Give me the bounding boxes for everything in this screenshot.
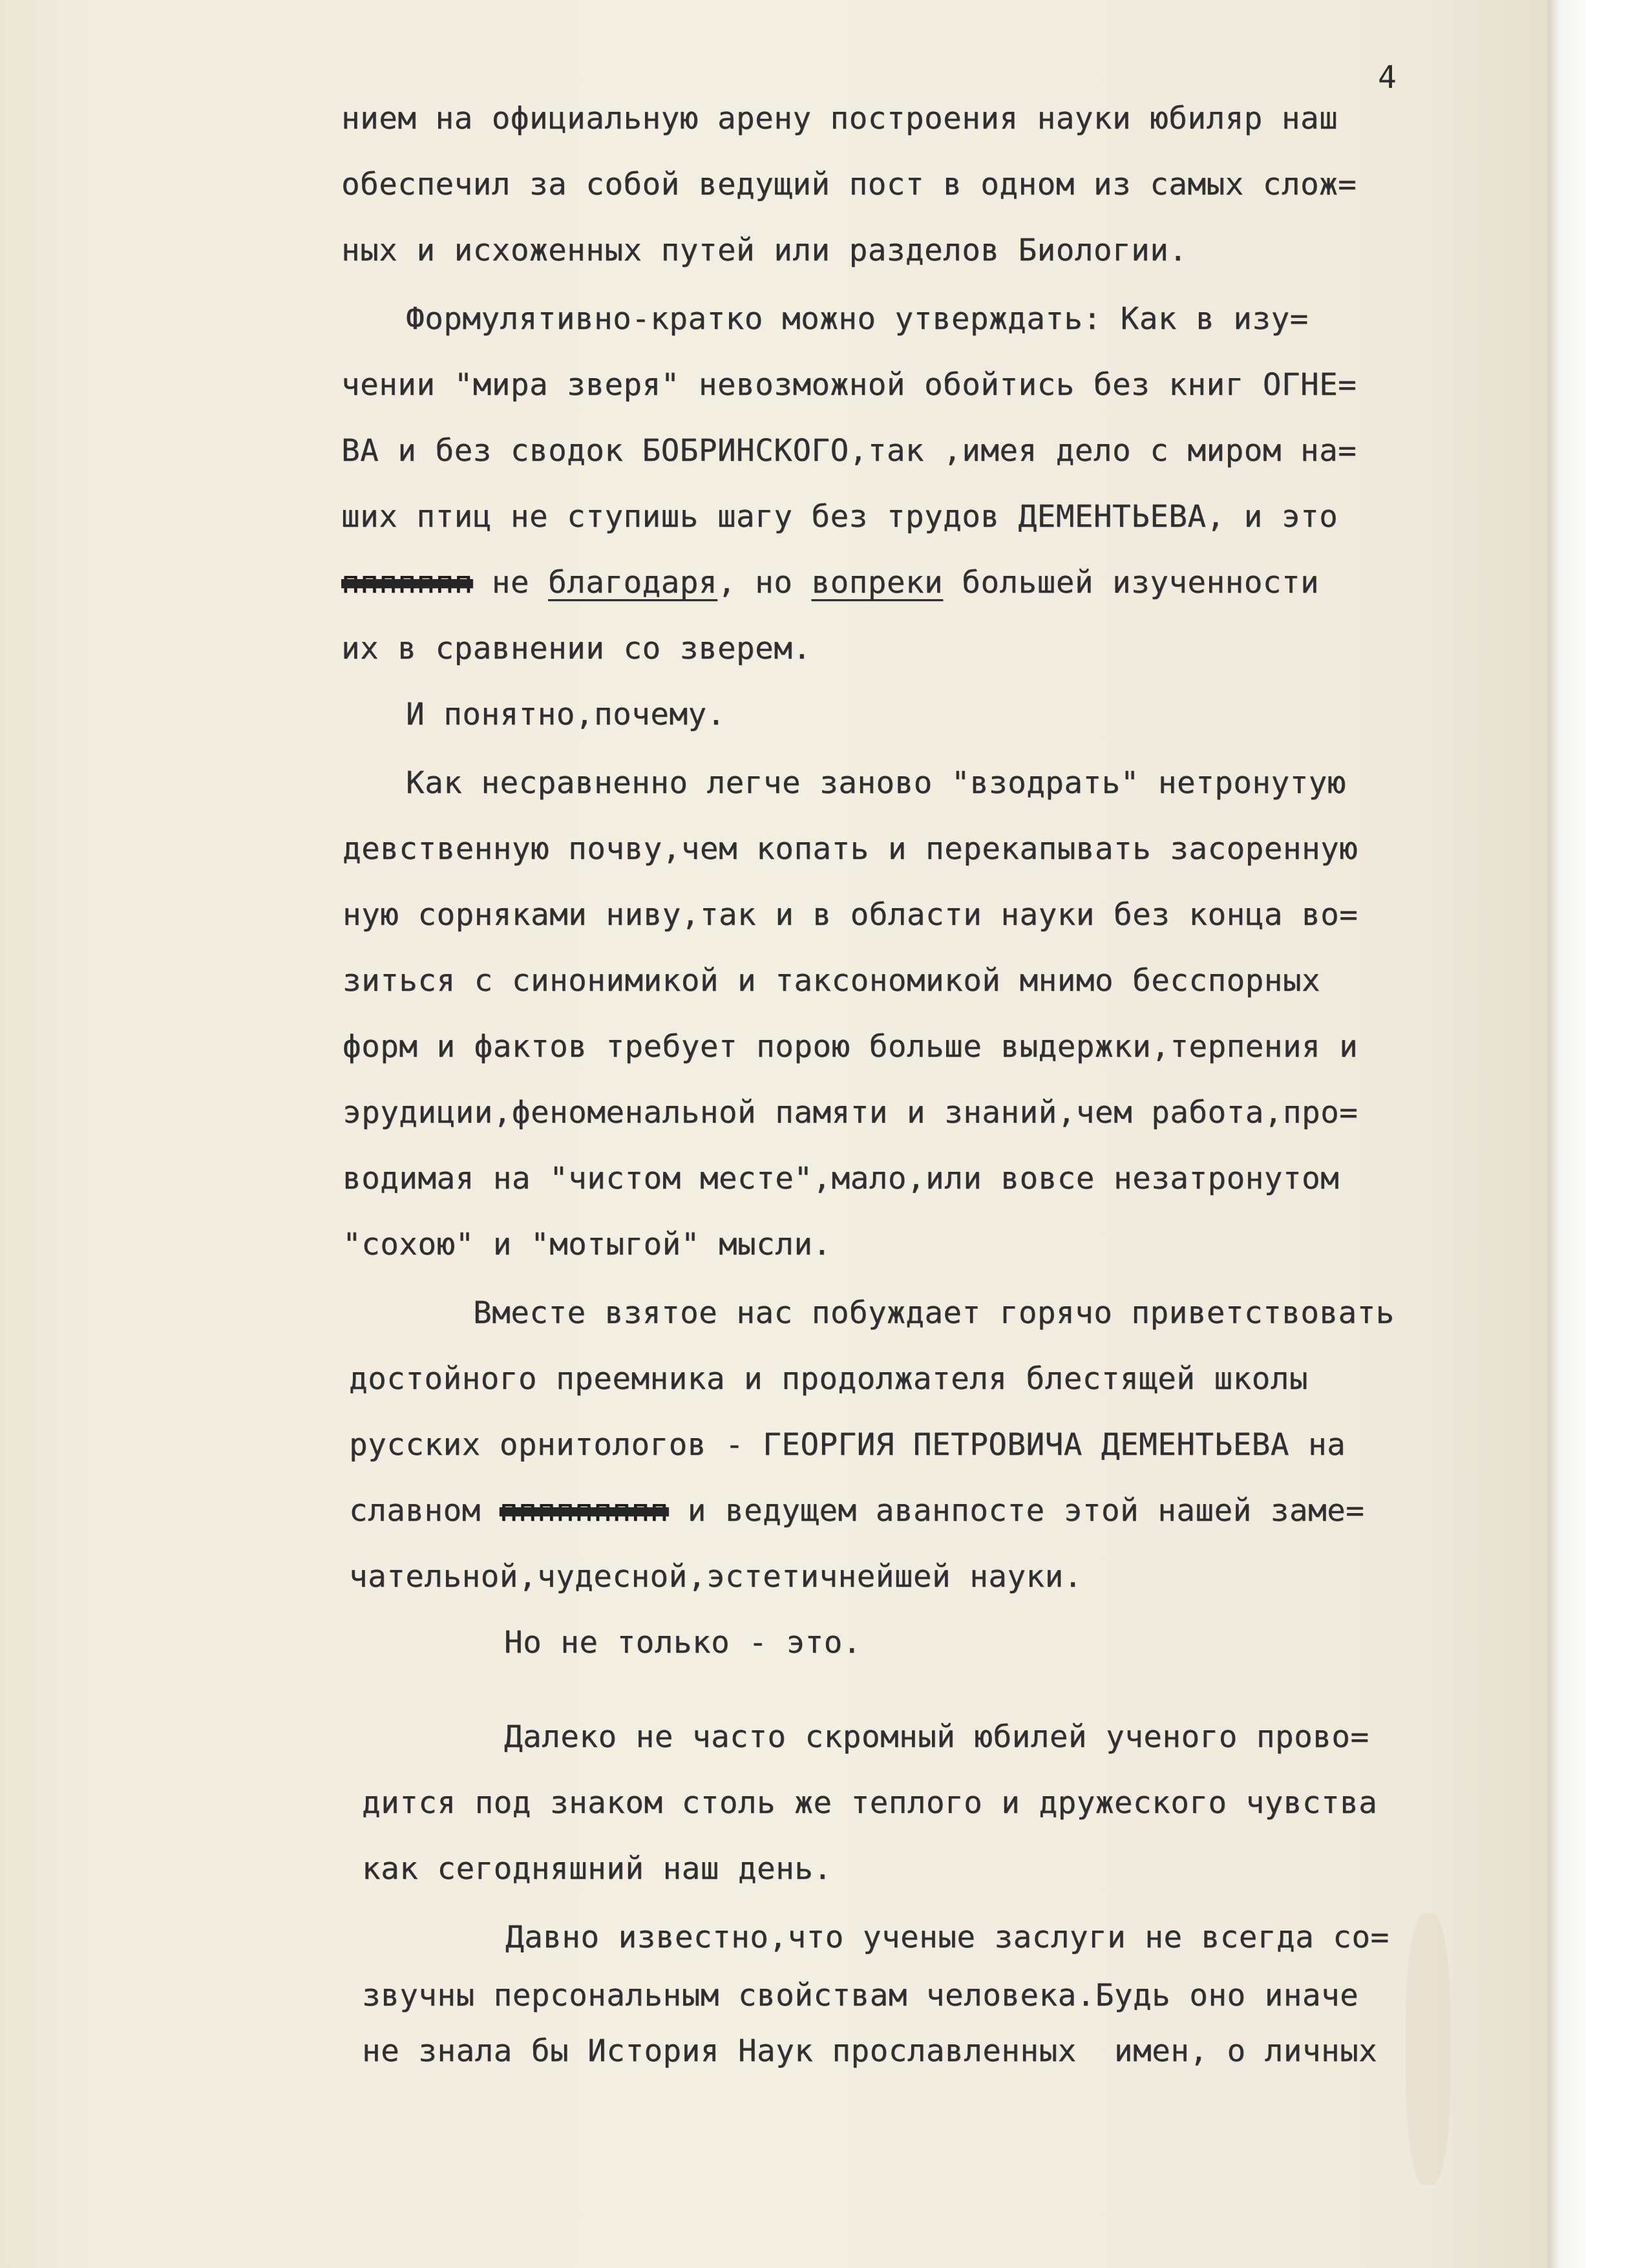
text-line-10: И понятно,почему.	[406, 697, 726, 732]
paper-stain	[1406, 1913, 1451, 2185]
text-line-17: водимая на "чистом месте",мало,или вовсе незатронутом	[343, 1161, 1340, 1196]
underlined-word-blagodarya: благодаря	[548, 565, 717, 600]
text-fragment: большей изученности	[943, 565, 1320, 600]
text-line-21: русских орнитологов - ГЕОРГИЯ ПЕТРОВИЧА ДЕМЕНТЬЕВА на	[349, 1427, 1346, 1463]
text-line-27: как сегодняшний наш день.	[362, 1851, 832, 1887]
text-line-11: Как несравненно легче заново "взодрать" нетронутую	[406, 765, 1346, 801]
text-line-30: не знала бы История Наук прославленных имен, о личных	[362, 2033, 1378, 2069]
text-line-20: достойного преемника и продолжателя блестящей школы	[349, 1361, 1308, 1397]
struck-out-word: ппппппп	[341, 565, 473, 600]
text-line-24: Но не только - это.	[504, 1625, 861, 1660]
text-fragment: и ведущем аванпосте этой нашей заме=	[668, 1493, 1365, 1529]
text-line-19: Вместе взятое нас побуждает горячо приветствовать	[473, 1295, 1395, 1331]
text-line-4: Формулятивно-кратко можно утверждать: Как в изу=	[406, 301, 1309, 337]
text-line-26: дится под знаком столь же теплого и дружеского чувства	[362, 1785, 1378, 1821]
text-line-7: ших птиц не ступишь шагу без трудов ДЕМЕНТЬЕВА, и это	[341, 499, 1338, 535]
text-line-15: форм и фактов требует порою больше выдержки,терпения и	[343, 1029, 1358, 1065]
underlined-word-vopreki: вопреки	[811, 565, 944, 600]
text-line-16: эрудиции,феноменальной памяти и знаний,чем работа,про=	[343, 1095, 1358, 1130]
text-line-12: девственную почву,чем копать и перекапывать засоренную	[343, 831, 1358, 867]
text-line-22	[349, 1493, 1365, 1529]
text-line-23: чательной,чудесной,эстетичнейшей науки.	[349, 1559, 1083, 1595]
text-line-1: нием на официальную арену построения науки юбиляр наш	[341, 101, 1338, 136]
scanner-backdrop	[1587, 0, 1648, 2268]
text-line-29: звучны персональным свойствам человека.Будь оно иначе	[362, 1978, 1359, 2013]
text-line-2: обеспечил за собой ведущий пост в одном из самых слож=	[341, 167, 1357, 202]
text-line-13: ную сорняками ниву,так и в области науки без конца во=	[343, 897, 1358, 933]
text-line-18: "сохою" и "мотыгой" мысли.	[343, 1227, 832, 1262]
struck-out-word: ппппппппп	[499, 1493, 669, 1529]
page-number: 4	[1378, 59, 1397, 96]
text-fragment: не	[472, 565, 549, 600]
text-line-14: зиться с синонимикой и таксономикой мнимо бесспорных	[343, 963, 1321, 999]
text-line-3: ных и исхоженных путей или разделов Биологии.	[341, 233, 1188, 268]
text-line-5: чении "мира зверя" невозможной обойтись без книг ОГНЕ=	[341, 367, 1357, 403]
text-line-25: Далеко не часто скромный юбилей ученого прово=	[504, 1719, 1369, 1755]
text-fragment: славном	[349, 1493, 500, 1529]
text-line-28: Давно известно,что ученые заслуги не всегда со=	[505, 1920, 1389, 1955]
text-fragment: , но	[717, 565, 812, 600]
text-line-8	[341, 567, 1319, 599]
text-line-9: их в сравнении со зверем.	[341, 631, 812, 666]
text-line-6: ВА и без сводок БОБРИНСКОГО,так ,имея дело с миром на=	[341, 433, 1357, 469]
